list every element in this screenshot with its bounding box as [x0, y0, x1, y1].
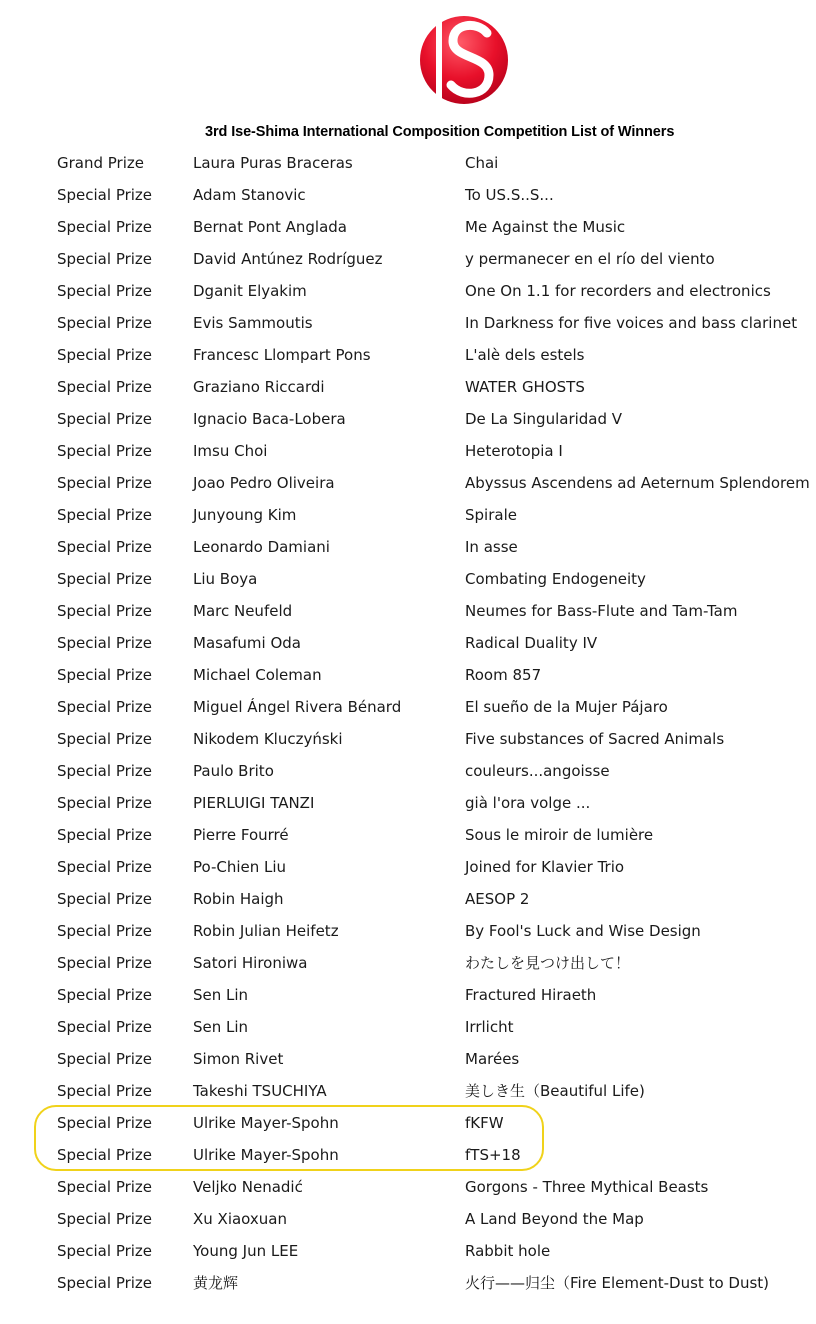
composer-cell: Young Jun LEE — [193, 1242, 299, 1260]
work-title-cell: One On 1.1 for recorders and electronics — [465, 282, 771, 300]
work-title-cell: Heterotopia I — [465, 442, 563, 460]
winner-row — [0, 819, 816, 851]
winner-row — [0, 371, 816, 403]
prize-cell: Special Prize — [57, 634, 153, 652]
prize-cell: Special Prize — [57, 378, 153, 396]
work-title-cell: L'alè dels estels — [465, 346, 585, 364]
composer-cell: Imsu Choi — [193, 442, 268, 460]
work-title-cell: Abyssus Ascendens ad Aeternum Splendorem — [465, 474, 810, 492]
prize-cell: Special Prize — [57, 1274, 153, 1292]
work-title-cell: A Land Beyond the Map — [465, 1210, 644, 1228]
winner-row — [0, 755, 816, 787]
prize-cell: Special Prize — [57, 858, 153, 876]
composer-cell: Satori Hironiwa — [193, 954, 308, 972]
prize-cell: Special Prize — [57, 986, 153, 1004]
winner-row — [0, 339, 816, 371]
winner-row — [0, 1235, 816, 1267]
prize-cell: Special Prize — [57, 1018, 153, 1036]
work-title-cell: Combating Endogeneity — [465, 570, 646, 588]
work-title-cell: In Darkness for five voices and bass clarinet — [465, 314, 798, 332]
composer-cell: Bernat Pont Anglada — [193, 218, 347, 236]
prize-cell: Special Prize — [57, 314, 153, 332]
prize-cell: Special Prize — [57, 1242, 153, 1260]
highlight-annotation — [34, 1105, 544, 1171]
winner-row — [0, 1075, 816, 1107]
prize-cell: Special Prize — [57, 250, 153, 268]
winner-row — [0, 883, 816, 915]
composer-cell: Robin Julian Heifetz — [193, 922, 339, 940]
composer-cell: Po-Chien Liu — [193, 858, 287, 876]
work-title-cell: Chai — [465, 154, 499, 172]
prize-cell: Special Prize — [57, 602, 153, 620]
winner-row — [0, 1043, 816, 1075]
work-title-cell: Gorgons - Three Mythical Beasts — [465, 1178, 709, 1196]
work-title-cell: In asse — [465, 538, 518, 556]
composer-cell: David Antúnez Rodríguez — [193, 250, 383, 268]
work-title-cell: El sueño de la Mujer Pájaro — [465, 698, 668, 716]
work-title-cell: 美しき生（Beautiful Life) — [465, 1082, 645, 1100]
winner-row — [0, 307, 816, 339]
work-title-cell: Rabbit hole — [465, 1242, 551, 1260]
composer-cell: 黄龙辉 — [193, 1274, 239, 1292]
winner-row — [0, 1203, 816, 1235]
work-title-cell: fTS+18 — [465, 1146, 521, 1164]
work-title-cell: 火行——归尘（Fire Element-Dust to Dust) — [465, 1274, 770, 1292]
composer-cell: Evis Sammoutis — [193, 314, 313, 332]
winner-row — [0, 851, 816, 883]
winner-row — [0, 947, 816, 979]
winner-row — [0, 1011, 816, 1043]
prize-cell: Special Prize — [57, 506, 153, 524]
prize-cell: Special Prize — [57, 1050, 153, 1068]
composer-cell: Joao Pedro Oliveira — [193, 474, 335, 492]
composer-cell: PIERLUIGI TANZI — [193, 794, 315, 812]
work-title-cell: Sous le miroir de lumière — [465, 826, 654, 844]
work-title-cell: Me Against the Music — [465, 218, 626, 236]
winner-row — [0, 627, 816, 659]
prize-cell: Special Prize — [57, 570, 153, 588]
winner-row — [0, 659, 816, 691]
prize-cell: Special Prize — [57, 218, 153, 236]
composer-cell: Robin Haigh — [193, 890, 284, 908]
winner-row — [0, 563, 816, 595]
composer-cell: Simon Rivet — [193, 1050, 284, 1068]
work-title-cell: Joined for Klavier Trio — [465, 858, 625, 876]
composer-cell: Dganit Elyakim — [193, 282, 307, 300]
winner-row — [0, 595, 816, 627]
composer-cell: Takeshi TSUCHIYA — [193, 1082, 327, 1100]
composer-cell: Sen Lin — [193, 1018, 249, 1036]
page-title: 3rd Ise-Shima International Composition Competition List of Winners — [205, 124, 675, 140]
winner-row — [0, 275, 816, 307]
composer-cell: Laura Puras Braceras — [193, 154, 353, 172]
prize-cell: Special Prize — [57, 890, 153, 908]
composer-cell: Veljko Nenadić — [193, 1178, 303, 1196]
composer-cell: Junyoung Kim — [193, 506, 297, 524]
winner-row — [0, 1171, 816, 1203]
winner-row — [0, 691, 816, 723]
winner-row — [0, 467, 816, 499]
work-title-cell: WATER GHOSTS — [465, 378, 585, 396]
prize-cell: Special Prize — [57, 410, 153, 428]
winner-row — [0, 1267, 816, 1299]
work-title-cell: Fractured Hiraeth — [465, 986, 597, 1004]
winner-row — [0, 435, 816, 467]
winner-row — [0, 243, 816, 275]
winner-row — [0, 915, 816, 947]
prize-cell: Special Prize — [57, 794, 153, 812]
composer-cell: Marc Neufeld — [193, 602, 293, 620]
composer-cell: Ignacio Baca-Lobera — [193, 410, 346, 428]
work-title-cell: To US.S..S... — [465, 186, 554, 204]
prize-cell: Grand Prize — [57, 154, 144, 172]
prize-cell: Special Prize — [57, 730, 153, 748]
composer-cell: Adam Stanovic — [193, 186, 306, 204]
composer-cell: Nikodem Kluczyński — [193, 730, 343, 748]
composer-cell: Miguel Ángel Rivera Bénard — [193, 698, 402, 716]
composer-cell: Pierre Fourré — [193, 826, 289, 844]
ise-shima-logo — [419, 15, 509, 105]
composer-cell: Ulrike Mayer-Spohn — [193, 1114, 339, 1132]
prize-cell: Special Prize — [57, 346, 153, 364]
work-title-cell: Room 857 — [465, 666, 542, 684]
winner-row — [0, 979, 816, 1011]
winner-row — [0, 499, 816, 531]
prize-cell: Special Prize — [57, 186, 153, 204]
composer-cell: Xu Xiaoxuan — [193, 1210, 287, 1228]
composer-cell: Michael Coleman — [193, 666, 322, 684]
work-title-cell: già l'ora volge ... — [465, 794, 591, 812]
composer-cell: Francesc Llompart Pons — [193, 346, 371, 364]
winner-row — [0, 787, 816, 819]
prize-cell: Special Prize — [57, 1210, 153, 1228]
work-title-cell: Five substances of Sacred Animals — [465, 730, 725, 748]
prize-cell: Special Prize — [57, 442, 153, 460]
prize-cell: Special Prize — [57, 922, 153, 940]
composer-cell: Graziano Riccardi — [193, 378, 325, 396]
prize-cell: Special Prize — [57, 698, 153, 716]
prize-cell: Special Prize — [57, 762, 153, 780]
prize-cell: Special Prize — [57, 1178, 153, 1196]
composer-cell: Sen Lin — [193, 986, 249, 1004]
work-title-cell: De La Singularidad V — [465, 410, 623, 428]
winner-row — [0, 147, 816, 179]
composer-cell: Masafumi Oda — [193, 634, 301, 652]
prize-cell: Special Prize — [57, 666, 153, 684]
work-title-cell: Marées — [465, 1050, 520, 1068]
composer-cell: Leonardo Damiani — [193, 538, 330, 556]
work-title-cell: Irrlicht — [465, 1018, 514, 1036]
prize-cell: Special Prize — [57, 282, 153, 300]
work-title-cell: AESOP 2 — [465, 890, 530, 908]
work-title-cell: Spirale — [465, 506, 517, 524]
prize-cell: Special Prize — [57, 1082, 153, 1100]
work-title-cell: y permanecer en el río del viento — [465, 250, 715, 268]
prize-cell: Special Prize — [57, 826, 153, 844]
work-title-cell: わたしを見つけ出して！ — [465, 954, 631, 972]
prize-cell: Special Prize — [57, 954, 153, 972]
winner-row — [0, 531, 816, 563]
work-title-cell: fKFW — [465, 1114, 504, 1132]
composer-cell: Liu Boya — [193, 570, 258, 588]
prize-cell: Special Prize — [57, 474, 153, 492]
prize-cell: Special Prize — [57, 1146, 153, 1164]
prize-cell: Special Prize — [57, 538, 153, 556]
composer-cell: Paulo Brito — [193, 762, 274, 780]
work-title-cell: Neumes for Bass-Flute and Tam-Tam — [465, 602, 738, 620]
work-title-cell: Radical Duality IV — [465, 634, 598, 652]
prize-cell: Special Prize — [57, 1114, 153, 1132]
composer-cell: Ulrike Mayer-Spohn — [193, 1146, 339, 1164]
winner-row — [0, 179, 816, 211]
work-title-cell: By Fool's Luck and Wise Design — [465, 922, 701, 940]
work-title-cell: couleurs...angoisse — [465, 762, 610, 780]
winner-row — [0, 211, 816, 243]
winner-row — [0, 723, 816, 755]
winner-row — [0, 403, 816, 435]
